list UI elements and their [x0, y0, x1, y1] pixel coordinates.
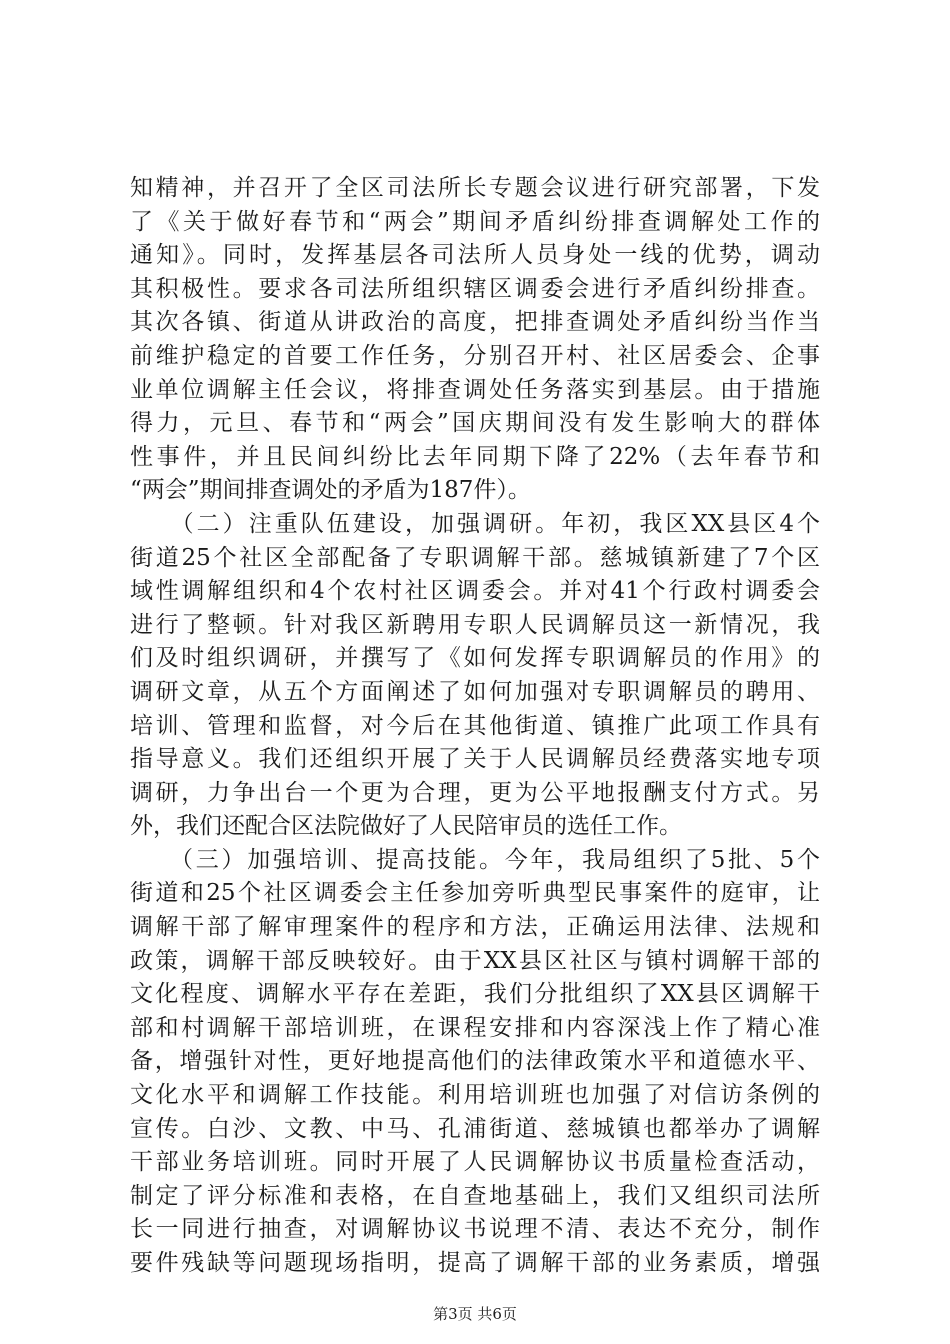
text-line: （三）加强培训、提高技能。今年，我局组织了5批、5个	[130, 846, 820, 873]
text-line: 调解干部了解审理案件的程序和方法，正确运用法律、法规和	[130, 914, 820, 941]
text-line: 长一同进行抽查，对调解协议书说理不清、表达不充分，制作	[130, 1216, 820, 1243]
text-line: 街道和25个社区调委会主任参加旁听典型民事案件的庭审，让	[130, 880, 820, 907]
text-line: 部和村调解干部培训班，在课程安排和内容深浅上作了精心准	[130, 1014, 820, 1041]
text-line: （二）注重队伍建设，加强调研。年初，我区XX县区4个	[130, 510, 820, 537]
text-line: 调研文章，从五个方面阐述了如何加强对专职调解员的聘用、	[130, 678, 820, 705]
text-line: 业单位调解主任会议，将排查调处任务落实到基层。由于措施	[130, 376, 820, 403]
text-line: 街道25个社区全部配备了专职调解干部。慈城镇新建了7个区	[130, 544, 820, 571]
text-line: 干部业务培训班。同时开展了人民调解协议书质量检查活动，	[130, 1149, 820, 1176]
text-line: 进行了整顿。针对我区新聘用专职人民调解员这一新情况，我	[130, 611, 820, 638]
text-line: 要件残缺等问题现场指明，提高了调解干部的业务素质，增强	[130, 1250, 820, 1276]
text-line: 域性调解组织和4个农村社区调委会。并对41个行政村调委会	[130, 578, 820, 605]
text-line: 备，增强针对性，更好地提高他们的法律政策水平和道德水平、	[130, 1048, 820, 1075]
text-line: 制定了评分标准和表格，在自查地基础上，我们又组织司法所	[130, 1182, 820, 1209]
text-line: 前维护稳定的首要工作任务，分别召开村、社区居委会、企事	[130, 342, 820, 369]
text-line: 们及时组织调研，并撰写了《如何发挥专职调解员的作用》的	[130, 645, 820, 672]
text-line: 了《关于做好春节和“两会”期间矛盾纠纷排查调解处工作的	[130, 208, 820, 235]
text-line: 得力，元旦、春节和“两会”国庆期间没有发生影响大的群体	[130, 410, 820, 437]
text-line: 指导意义。我们还组织开展了关于人民调解员经费落实地专项	[130, 746, 820, 773]
text-line: 其次各镇、街道从讲政治的高度，把排查调处矛盾纠纷当作当	[130, 309, 820, 336]
text-line: 外，我们还配合区法院做好了人民陪审员的选任工作。	[130, 813, 682, 840]
text-line: 文化水平和调解工作技能。利用培训班也加强了对信访条例的	[130, 1082, 820, 1109]
text-line: 知精神，并召开了全区司法所长专题会议进行研究部署，下发	[130, 175, 820, 201]
document-body	[130, 172, 820, 1281]
text-line: 宣传。白沙、文教、中马、孔浦街道、慈城镇也都举办了调解	[130, 1115, 820, 1142]
text-line: “两会”期间排查调处的矛盾为187件）。	[130, 477, 531, 504]
text-line: 培训、管理和监督，对今后在其他街道、镇推广此项工作具有	[130, 712, 820, 739]
text-line: 性事件，并且民间纠纷比去年同期下降了22%（去年春节和	[130, 443, 820, 470]
text-line: 调研，力争出台一个更为合理，更为公平地报酬支付方式。另	[130, 779, 820, 806]
text-line: 其积极性。要求各司法所组织辖区调委会进行矛盾纠纷排查。	[130, 275, 820, 302]
text-line: 通知》。同时，发挥基层各司法所人员身处一线的优势，调动	[130, 242, 820, 269]
page-footer: 第3页 共6页	[433, 1305, 517, 1323]
text-line: 政策，调解干部反映较好。由于XX县区社区与镇村调解干部的	[130, 947, 820, 974]
text-line: 文化程度、调解水平存在差距，我们分批组织了XX县区调解干	[130, 981, 820, 1008]
